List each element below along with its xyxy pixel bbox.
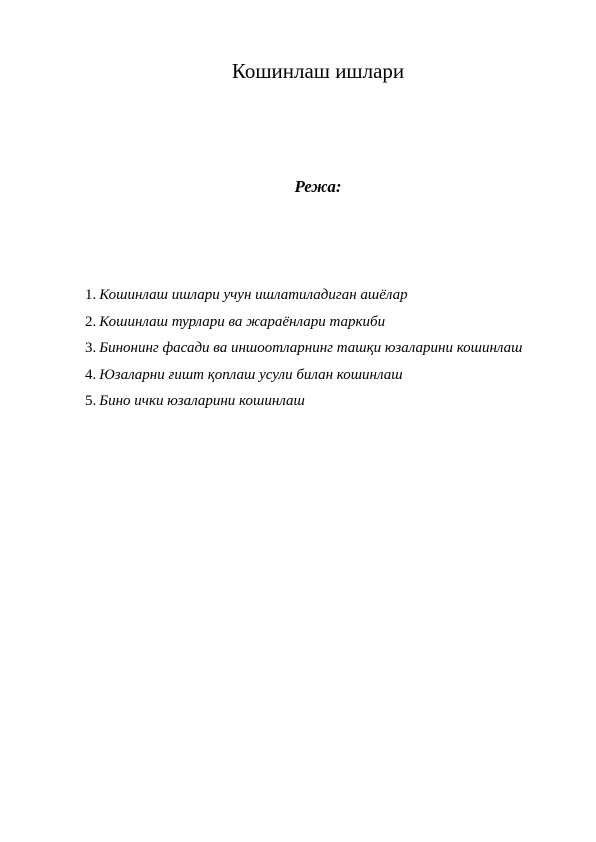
- plan-item-2: [85, 309, 522, 336]
- plan-item-text: Бино ички юзаларини кошинлаш: [99, 393, 305, 409]
- plan-item-4: [85, 362, 522, 389]
- page-title: Кошинлаш ишлари: [231, 59, 405, 83]
- plan-item-text: Кошинлаш турлари ва жараёнлари таркиби: [99, 313, 386, 330]
- plan-item-number: 1.: [85, 287, 97, 303]
- plan-heading: Режа:: [294, 177, 342, 196]
- plan-item-text: Кошинлаш ишлари учун ишлатиладиган ашёлар: [99, 287, 408, 303]
- plan-item-5: [85, 388, 522, 415]
- plan-item-3: [85, 335, 522, 362]
- plan-item-number: 5.: [85, 393, 97, 409]
- plan-item-1: [85, 282, 522, 309]
- plan-item-text: Юзаларни ғишт қоплаш усули билан кошинлаш: [99, 366, 403, 383]
- plan-item-number: 2.: [85, 313, 97, 330]
- plan-item-number: 4.: [85, 366, 97, 383]
- plan-item-number: 3.: [85, 340, 97, 356]
- plan-item-text: Бинонинг фасади ва иншоотларнинг ташқи юзаларини кошинлаш: [99, 340, 523, 356]
- plan-list: [85, 282, 522, 415]
